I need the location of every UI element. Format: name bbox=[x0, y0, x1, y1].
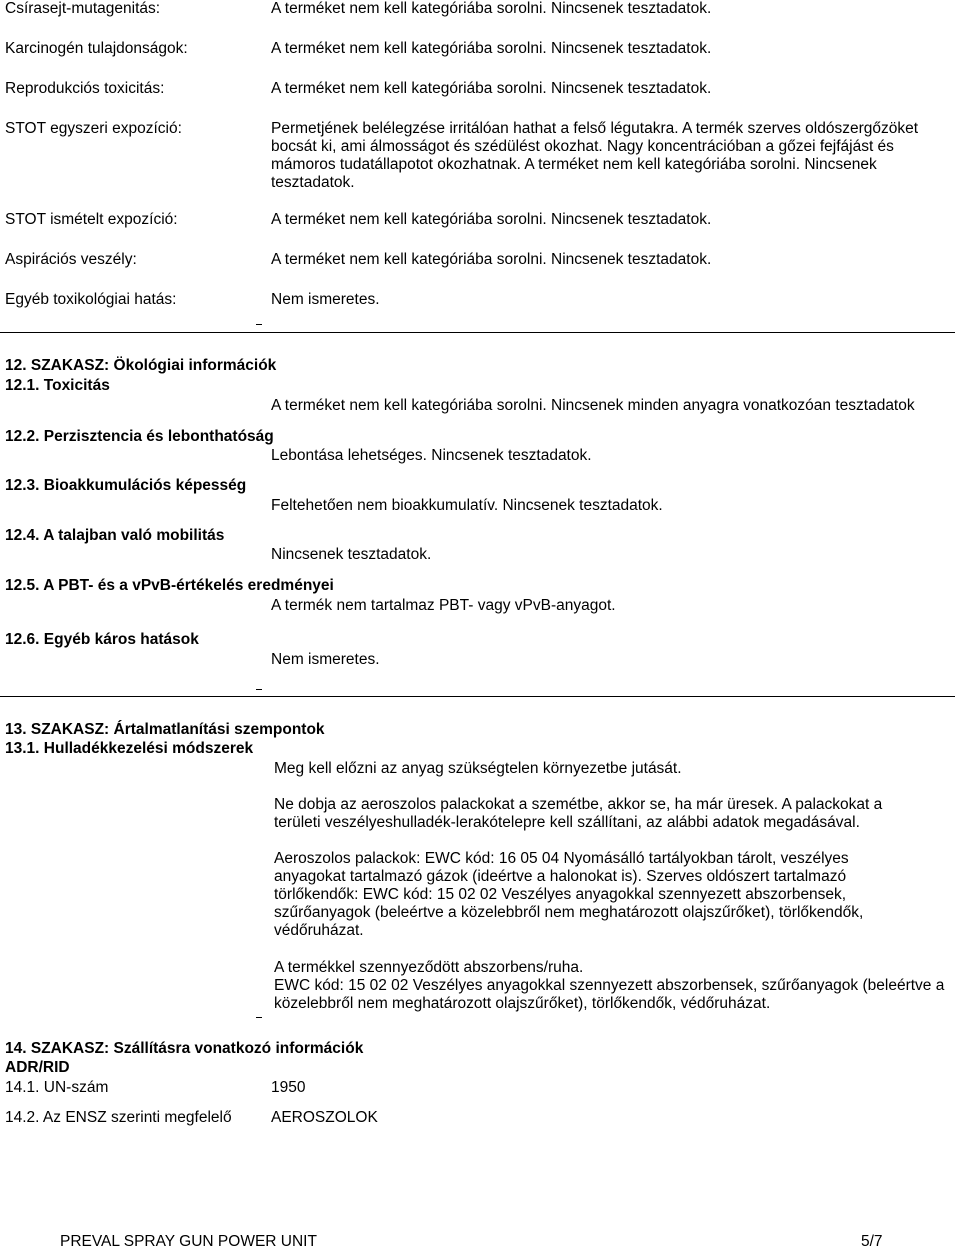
subsection-heading: 13.1. Hulladékkezelési módszerek bbox=[5, 740, 254, 757]
transport-label: 14.2. Az ENSZ szerinti megfelelő bbox=[5, 1109, 232, 1126]
subsection-text: A termék nem tartalmaz PBT- vagy vPvB-anyagot. bbox=[271, 597, 616, 614]
tox-value: A terméket nem kell kategóriába sorolni. Nincsenek tesztadatok. bbox=[271, 0, 712, 17]
tox-label: Karcinogén tulajdonságok: bbox=[5, 40, 188, 57]
subsection-text: Lebontása lehetséges. Nincsenek tesztadatok. bbox=[271, 447, 592, 464]
disposal-paragraph: A termékkel szennyeződött abszorbens/ruha. bbox=[274, 959, 584, 976]
subsection-heading: 12.3. Bioakkumulációs képesség bbox=[5, 477, 247, 494]
section-divider bbox=[0, 696, 955, 697]
tox-value: A terméket nem kell kategóriába sorolni. Nincsenek tesztadatok. bbox=[271, 251, 712, 268]
disposal-paragraph: Meg kell előzni az anyag szükségtelen környezetbe jutását. bbox=[274, 760, 682, 777]
disposal-paragraph: Aeroszolos palackok: EWC kód: 16 05 04 Nyomásálló tartályokban tárolt, veszélyes anyagokat tartalmazó gázok (ideértve a halonokat is). Szerves oldószert tartalmazó törlőkendők: EWC kód: 15 02 02 Veszélyes anyagokkal szennyezett abszorbensek, szűrőanyagok (beleértve a közelebbről nem meghatározott olajszűrőket), törlőkendők, védőruházat. bbox=[274, 850, 864, 939]
disposal-paragraph: Ne dobja az aeroszolos palackokat a szemétbe, akkor se, ha már üresek. A palackokat a területi veszélyeshulladék-lerakótelepre kell szállítani, az alábbi adatok megadásával. bbox=[274, 796, 883, 831]
divider-tick bbox=[256, 689, 262, 690]
tox-label: Csírasejt-mutagenitás: bbox=[5, 0, 161, 17]
tox-label: Reprodukciós toxicitás: bbox=[5, 80, 165, 97]
tox-value: Permetjének belélegzése irritálóan hathat a felső légutakra. A termék szerves oldószergőzöket bocsát ki, ami álmosságot és szédülést okozhat. Nagy koncentrációban a gőzei fejfájást és mámoros tudatállapotot okozhatnak. A terméket nem kell kategóriába sorolni. Nincsenek tesztadatok. bbox=[271, 120, 919, 191]
divider-tick bbox=[256, 324, 262, 325]
tox-label: Aspirációs veszély: bbox=[5, 251, 137, 268]
subsection-heading: 12.5. A PBT- és a vPvB-értékelés eredményei bbox=[5, 577, 334, 594]
footer-product-name: PREVAL SPRAY GUN POWER UNIT bbox=[60, 1233, 317, 1250]
tox-value: Nem ismeretes. bbox=[271, 291, 380, 308]
subsection-heading: 12.1. Toxicitás bbox=[5, 377, 110, 394]
subsection-text: Feltehetően nem bioakkumulatív. Nincsenek tesztadatok. bbox=[271, 497, 663, 514]
transport-value: 1950 bbox=[271, 1079, 306, 1096]
section-13-title: 13. SZAKASZ: Ártalmatlanítási szempontok bbox=[5, 721, 325, 738]
subsection-text: Nem ismeretes. bbox=[271, 651, 380, 668]
tox-value: A terméket nem kell kategóriába sorolni. Nincsenek tesztadatok. bbox=[271, 40, 712, 57]
footer-page-number: 5/7 bbox=[861, 1233, 883, 1250]
disposal-paragraph: EWC kód: 15 02 02 Veszélyes anyagokkal szennyezett abszorbensek, szűrőanyagok (beleértve a közelebbről nem meghatározott olajszűrőket), törlőkendők, védőruházat. bbox=[274, 977, 945, 1012]
transport-value: AEROSZOLOK bbox=[271, 1109, 378, 1126]
tox-value: A terméket nem kell kategóriába sorolni. Nincsenek tesztadatok. bbox=[271, 80, 712, 97]
transport-mode: ADR/RID bbox=[5, 1059, 70, 1076]
tox-label: STOT ismételt expozíció: bbox=[5, 211, 178, 228]
section-12-title: 12. SZAKASZ: Ökológiai információk bbox=[5, 357, 277, 374]
divider-tick bbox=[256, 1017, 262, 1018]
subsection-heading: 12.6. Egyéb káros hatások bbox=[5, 631, 199, 648]
tox-value: A terméket nem kell kategóriába sorolni. Nincsenek tesztadatok. bbox=[271, 211, 712, 228]
subsection-text: A terméket nem kell kategóriába sorolni. Nincsenek minden anyagra vonatkozóan tesztadatok bbox=[271, 397, 915, 414]
tox-label: STOT egyszeri expozíció: bbox=[5, 120, 182, 137]
subsection-heading: 12.4. A talajban való mobilitás bbox=[5, 527, 225, 544]
section-14-title: 14. SZAKASZ: Szállításra vonatkozó információk bbox=[5, 1040, 364, 1057]
section-divider bbox=[0, 332, 955, 333]
subsection-text: Nincsenek tesztadatok. bbox=[271, 546, 432, 563]
tox-label: Egyéb toxikológiai hatás: bbox=[5, 291, 177, 308]
subsection-heading: 12.2. Perzisztencia és lebonthatóság bbox=[5, 428, 274, 445]
transport-label: 14.1. UN-szám bbox=[5, 1079, 109, 1096]
